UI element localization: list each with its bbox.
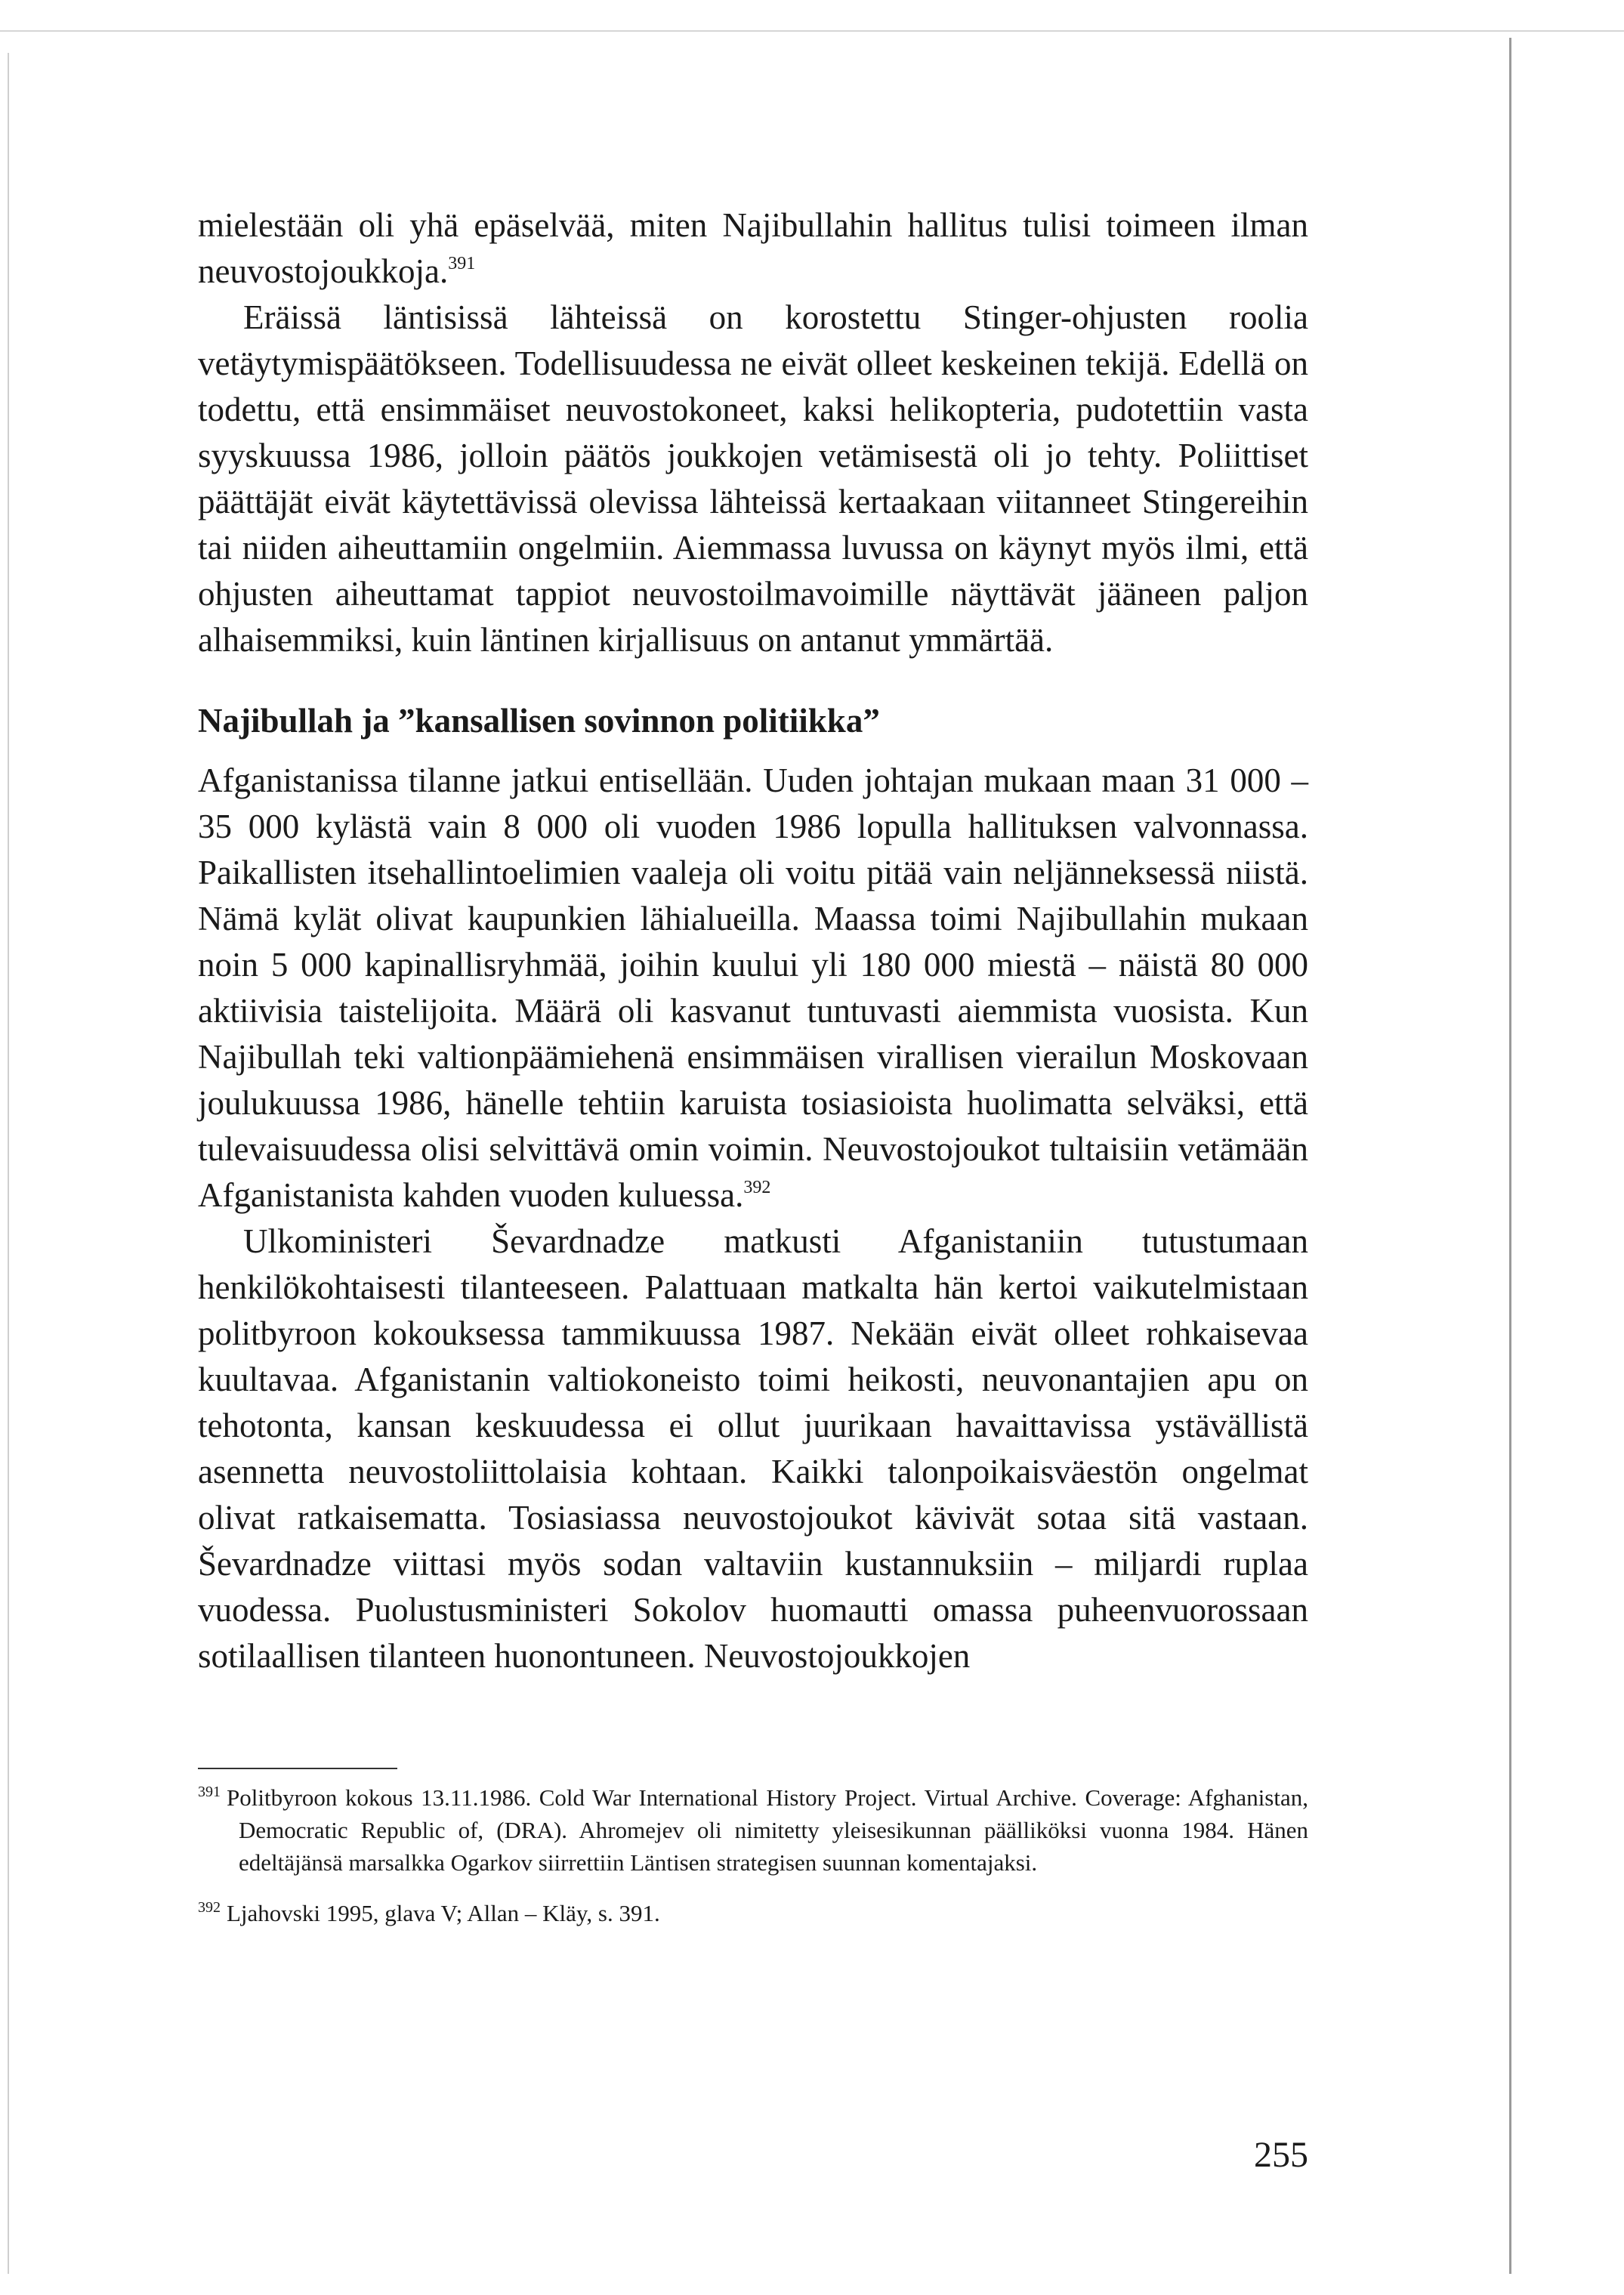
footnote-ref-391[interactable]: 391 [448, 254, 476, 273]
paragraph-3: Afganistanissa tilanne jatkui entisellään. Uuden johtajan mukaan maan 31 000 – 35 000 kylästä vain 8 000 oli vuoden 1986 lopulla hallituksen valvonnassa. Paikallisten itsehallintoelimien vaaleja oli voitu pitää vain neljänneksessä niistä. Nämä kylät olivat kaupunkien lähialueilla. Maassa toimi Najibullahin mukaan noin 5 000 kapinallisryhmää, joihin kuului yli 180 000 miestä – näistä 80 000 aktiivisia taistelijoita. Määrä oli kasvanut tuntuvasti aiemmista vuosista. Kun Najibullah teki valtionpäämiehenä ensimmäisen virallisen vierailun Moskovaan joulukuussa 1986, hänelle tehtiin karuista tosiasioista huolimatta selväksi, että tulevaisuudessa olisi selvittävä omin voimin. Neuvostojoukot tultaisiin vetämään Afganistanista kahden vuoden kuluessa.$^{392}$ [198, 761, 1308, 1214]
footnote-divider [198, 1768, 397, 1769]
footnote-392: $^{392}$ Ljahovski 1995, glava V; Allan – Kläy, s. 391. [198, 1899, 660, 1926]
paragraph-2: Eräissä läntisissä lähteissä on korostettu Stinger-ohjusten roolia vetäytymispäätökseen. Todellisuudessa ne eivät olleet keskeinen tekijä. Edellä on todettu, että ensimmäiset neuvostokoneet, kaksi helikopteria, pudotettiin vasta syyskuussa 1986, jolloin päätös joukkojen vetämisestä oli jo tehty. Poliittiset päättäjät eivät käytettävissä olevissa lähteissä kertaakaan viitanneet Stingereihin tai niiden aiheuttamiin ongelmiin. Aiemmassa luvussa on käynyt myös ilmi, että ohjusten aiheuttamat tappiot neuvostoilmavoimille näyttävät jääneen paljon alhaisemmiksi, kuin läntinen kirjallisuus on antanut ymmärtää. [198, 298, 1308, 659]
body-text [198, 202, 1308, 1679]
scan-edge-left [8, 53, 9, 2274]
footnote-number: 392 [198, 1899, 221, 1916]
paragraph-1: mielestään oli yhä epäselvää, miten Najibullahin hallitus tulisi toimeen ilman neuvostojoukkoja.$^{391}$ [198, 206, 1308, 290]
paragraph-4: Ulkoministeri Ševardnadze matkusti Afganistaniin tutustumaan henkilökohtaisesti tilanteeseen. Palattuaan matkalta hän kertoi vaikutelmistaan politbyroon kokouksessa tammikuussa 1987. Nekään eivät olleet rohkaisevaa kuultavaa. Afganistanin valtiokoneisto toimi heikosti, neuvonantajien apu on tehotonta, kansan keskuudessa ei ollut juurikaan havaittavissa ystävällistä asennetta neuvostoliittolaisia kohtaan. Kaikki talonpoikaisväestön ongelmat olivat ratkaisematta. Tosiasiassa neuvostojoukot kävivät sotaa sitä vastaan. Ševardnadze viittasi myös sodan valtaviin kustannuksiin – miljardi ruplaa vuodessa. Puolustusministeri Sokolov huomautti omassa puheenvuorossaan sotilaallisen tilanteen huonontuneen. Neuvostojoukkojen [198, 1222, 1308, 1675]
footnotes [198, 1781, 1308, 1948]
page-number: 255 [1254, 2135, 1308, 2175]
scan-edge-top [0, 30, 1624, 32]
footnote-391: $^{391}$ Politbyroon kokous 13.11.1986. Cold War International History Project. Virtual Archive. Coverage: Afghanistan, Democratic Republic of, (DRA). Ahromejev oli nimitetty yleisesikunnan päälliköksi vuonna 1984. Hänen edeltäjänsä marsalkka Ogarkov siirrettiin Läntisen strategisen suunnan komentajaksi. [198, 1784, 1308, 1876]
footnote-number: 391 [198, 1784, 221, 1800]
section-heading: Najibullah ja ”kansallisen sovinnon politiikka” [198, 702, 880, 740]
footnote-ref-392[interactable]: 392 [743, 1178, 771, 1197]
scan-edge-right [1509, 38, 1511, 2274]
